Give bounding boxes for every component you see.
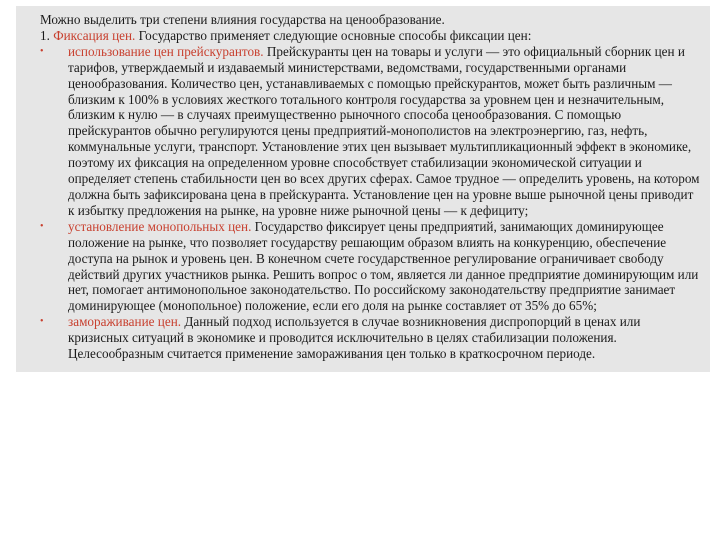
section-1-title: Фиксация цен.	[53, 27, 136, 43]
list-item-text: Государство фиксирует цены предприятий, занимающих доминирующее положение на рынке, что позволяет государству решающим образом влиять на конкуренцию, обеспечение доступа на рынок и уровень цен. В конечном счете государственное регулирование ограничивает свободу действий других участников рынка. Решить вопрос о том, является ли данное предприятие доминирующим или нет, помогает антимонопольное законодательство. По российскому законодательству предприятие занимает доминирующее (монопольное) положение, если его доля на рынке составляет от 35% до 65%;	[68, 218, 699, 314]
list-item-price-freeze	[40, 314, 700, 362]
section-1-paragraph	[40, 28, 700, 44]
fixation-methods-list	[40, 44, 700, 362]
bullet-icon: •	[40, 316, 44, 328]
section-1-text: Государство применяет следующие основные способы фиксации цен:	[138, 27, 532, 43]
document-page	[16, 6, 710, 372]
list-item-price-lists	[40, 44, 700, 219]
list-item-term: использование цен прейскурантов.	[68, 43, 264, 59]
list-item-term: замораживание цен.	[68, 314, 182, 330]
intro-paragraph: Можно выделить три степени влияния государства на ценообразование.	[40, 12, 445, 27]
list-item-monopoly-prices	[40, 219, 700, 314]
list-item-term: установление монопольных цен.	[68, 218, 252, 234]
section-1-number: 1.	[40, 27, 50, 43]
bullet-icon: •	[40, 45, 44, 57]
list-item-text: Прейскуранты цен на товары и услуги — это официальный сборник цен и тарифов, утверждаемый и издаваемый министерствами, ведомствами, государственными органами ценообразования. Количество цен, устанавливаемых с помощью прейскурантов, может быть различным — близким к 100% в условиях жесткого тотального контроля государства за уровнем цен и незначительным, близким к нулю — в случаях преимущественно рыночного способа ценообразования. С помощью прейскурантов обычно регулируются цены предприятий-монополистов на электроэнергию, газ, нефть, коммунальные услуги, транспорт. Установление этих цен вызывает мультипликационный эффект в экономике, поэтому их фиксация на определенном уровне способствует стабилизации экономической ситуации и определяет степень стабильности цен во всех других сферах. Самое трудное — определить уровень, на котором должна быть зафиксирована цена в прейскуранта. Установление цен на уровне выше рыночной цены приводит к избытку предложения на рынке, на уровне ниже рыночной цены — к дефициту;	[68, 43, 700, 218]
bullet-icon: •	[40, 220, 44, 232]
list-item-text: Данный подход используется в случае возникновения диспропорций в ценах или кризисных ситуаций в экономике и проводится исключительно в целях стабилизации положения. Целесообразным считается применение замораживания цен только в краткосрочном периоде.	[68, 314, 641, 362]
